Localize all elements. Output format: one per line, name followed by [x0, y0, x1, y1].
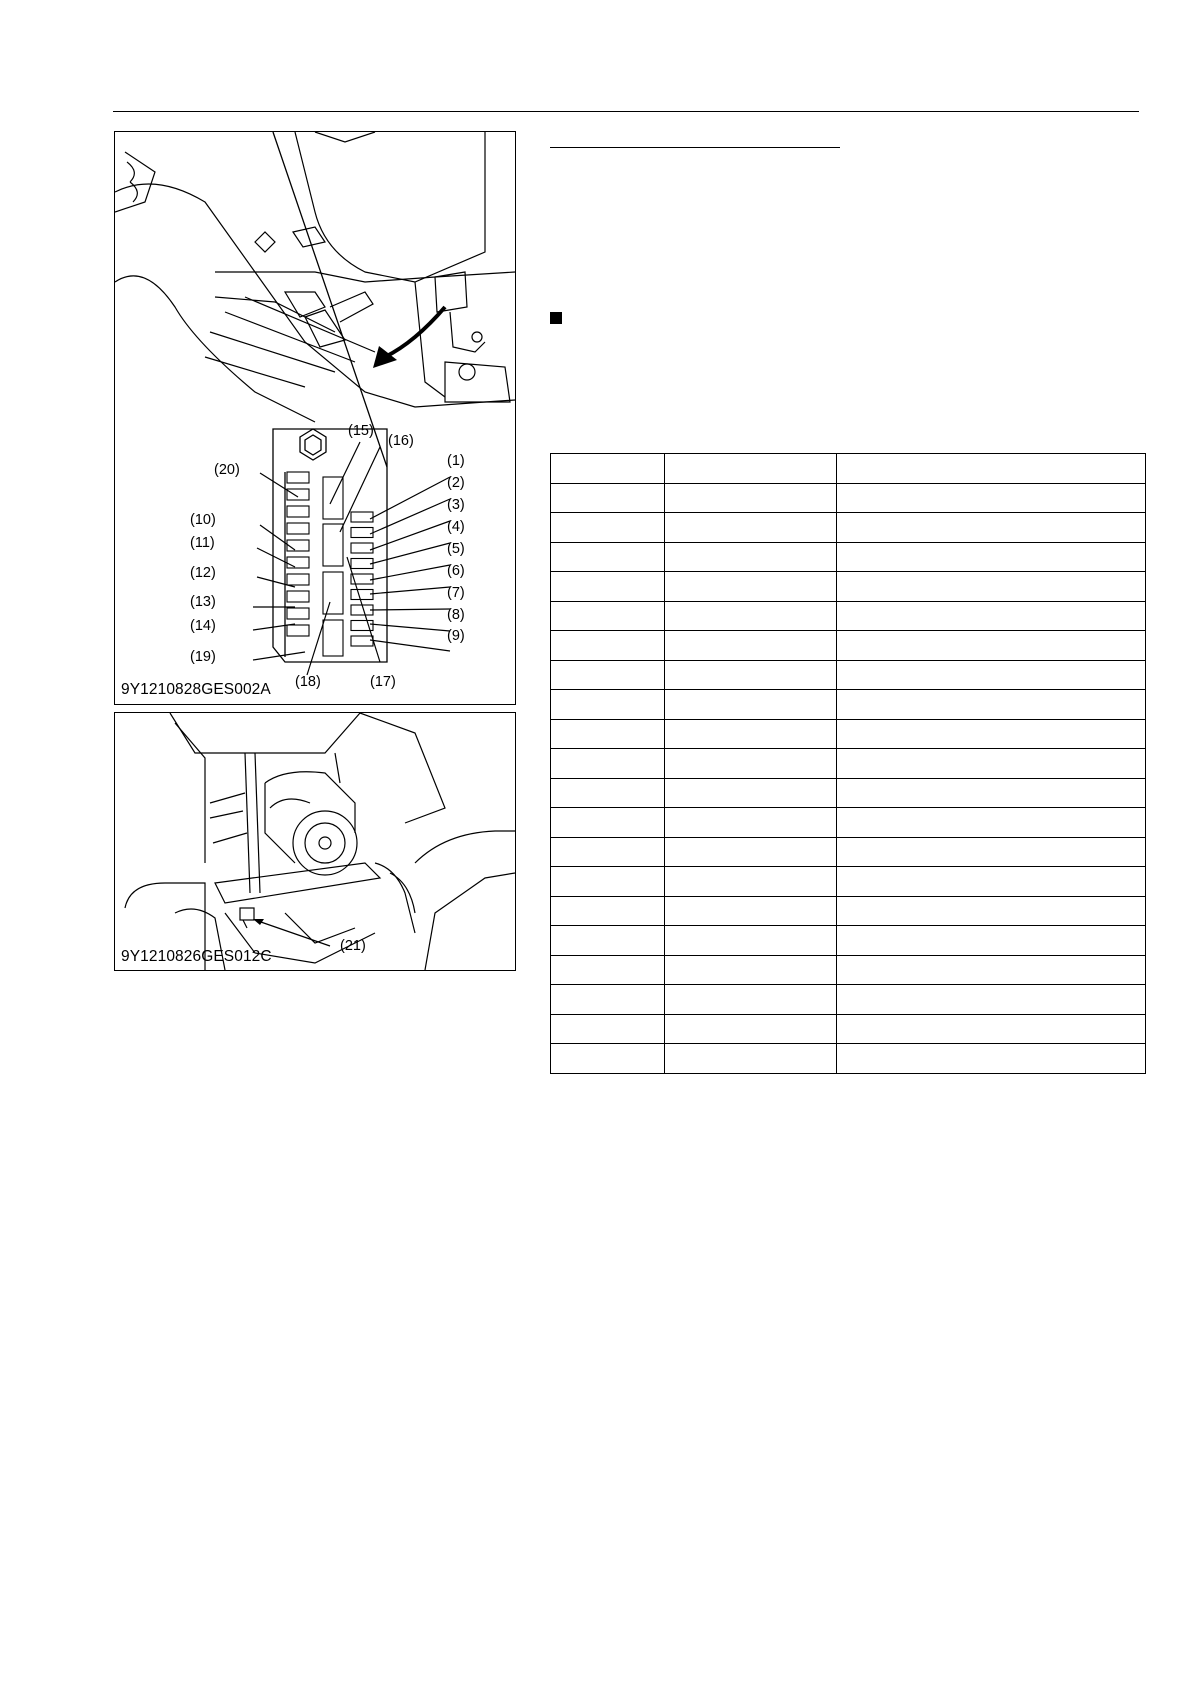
table-cell [551, 926, 665, 956]
callout-6: (6) [447, 563, 465, 579]
table-row [551, 837, 1146, 867]
table-cell [837, 601, 1146, 631]
table-row [551, 454, 1146, 484]
table-row [551, 808, 1146, 838]
table-cell [665, 719, 837, 749]
table-cell [665, 660, 837, 690]
table-row [551, 778, 1146, 808]
table-cell [665, 808, 837, 838]
callout-18: (18) [295, 674, 321, 690]
table-cell [551, 778, 665, 808]
fuse-spec-table [550, 453, 1146, 1074]
table-cell [665, 572, 837, 602]
section-title-underline [550, 147, 840, 148]
table-cell [837, 454, 1146, 484]
table-row [551, 631, 1146, 661]
table-row [551, 601, 1146, 631]
table-cell [551, 454, 665, 484]
fuse-slot [351, 559, 373, 569]
callout-8: (8) [447, 607, 465, 623]
table-cell [665, 896, 837, 926]
fuse-slot [351, 636, 373, 646]
table-cell [665, 955, 837, 985]
table-row [551, 926, 1146, 956]
table-cell [551, 867, 665, 897]
table-cell [837, 926, 1146, 956]
table-cell [551, 808, 665, 838]
callout-10: (10) [190, 512, 216, 528]
fuse-slot [351, 512, 373, 522]
table-row [551, 985, 1146, 1015]
callout-2: (2) [447, 475, 465, 491]
table-cell [837, 808, 1146, 838]
callout-17: (17) [370, 674, 396, 690]
table-row [551, 690, 1146, 720]
table-cell [551, 690, 665, 720]
table-cell [837, 778, 1146, 808]
table-row [551, 542, 1146, 572]
table-row [551, 1014, 1146, 1044]
callout-4: (4) [447, 519, 465, 535]
fuse-slot [287, 489, 309, 500]
fuse-slot [351, 543, 373, 553]
fuse-slot [287, 625, 309, 636]
engine-compartment-illustration [115, 713, 515, 970]
table-cell [551, 513, 665, 543]
table-cell [551, 572, 665, 602]
callout-11: (11) [190, 535, 215, 551]
table-cell [837, 837, 1146, 867]
table-cell [551, 1044, 665, 1074]
table-cell [837, 572, 1146, 602]
fuse-slot [323, 620, 343, 656]
table-cell [665, 749, 837, 779]
table-cell [837, 513, 1146, 543]
table-cell [665, 542, 837, 572]
table-cell [665, 454, 837, 484]
table-row [551, 896, 1146, 926]
fuse-slot [287, 557, 309, 568]
table-cell [837, 660, 1146, 690]
fuse-slot [323, 572, 343, 614]
callout-5: (5) [447, 541, 465, 557]
fuse-slot [351, 528, 373, 538]
table-cell [665, 690, 837, 720]
table-cell [551, 719, 665, 749]
callout-21: (21) [340, 938, 366, 954]
table-cell [837, 955, 1146, 985]
table-cell [551, 601, 665, 631]
table-cell [665, 985, 837, 1015]
table-cell [837, 1044, 1146, 1074]
fuse-slot [323, 524, 343, 566]
table-row [551, 749, 1146, 779]
table-cell [551, 896, 665, 926]
callout-16: (16) [388, 433, 414, 449]
callout-7: (7) [447, 585, 465, 601]
table-cell [551, 660, 665, 690]
table-row [551, 483, 1146, 513]
table-cell [837, 483, 1146, 513]
table-cell [551, 542, 665, 572]
table-cell [665, 778, 837, 808]
table-cell [551, 1014, 665, 1044]
figure-code: 9Y1210826GES012C [121, 948, 272, 965]
table-cell [665, 483, 837, 513]
table-cell [837, 749, 1146, 779]
table-row [551, 867, 1146, 897]
callout-12: (12) [190, 565, 216, 581]
table-cell [837, 985, 1146, 1015]
table-cell [665, 1044, 837, 1074]
table-cell [837, 690, 1146, 720]
fuse-box-figure [114, 131, 516, 705]
callout-15: (15) [348, 423, 374, 439]
table-cell [837, 1014, 1146, 1044]
table-row [551, 513, 1146, 543]
table-cell [551, 837, 665, 867]
table-row [551, 660, 1146, 690]
table-cell [837, 896, 1146, 926]
table-row [551, 955, 1146, 985]
callout-13: (13) [190, 594, 216, 610]
table-cell [837, 542, 1146, 572]
table-cell [665, 513, 837, 543]
figure-code: 9Y1210828GES002A [121, 681, 271, 698]
table-cell [665, 837, 837, 867]
fuse-slot [287, 608, 309, 619]
fuse-slot [287, 591, 309, 602]
table-cell [665, 867, 837, 897]
table-row [551, 1044, 1146, 1074]
table-cell [551, 483, 665, 513]
table-cell [551, 749, 665, 779]
table-cell [665, 926, 837, 956]
table-row [551, 719, 1146, 749]
callout-20: (20) [214, 462, 240, 478]
table-cell [837, 719, 1146, 749]
callout-14: (14) [190, 618, 216, 634]
table-cell [551, 631, 665, 661]
table-cell [665, 631, 837, 661]
table-cell [837, 631, 1146, 661]
fuse-slot [351, 590, 373, 600]
callout-19: (19) [190, 649, 216, 665]
engine-compartment-figure [114, 712, 516, 971]
table-row [551, 572, 1146, 602]
fuse-slot [287, 523, 309, 534]
callout-9: (9) [447, 628, 465, 644]
table-cell [665, 601, 837, 631]
fuse-slot [287, 574, 309, 585]
header-rule [113, 111, 1139, 112]
table-cell [551, 955, 665, 985]
callout-3: (3) [447, 497, 465, 513]
table-cell [665, 1014, 837, 1044]
callout-1: (1) [447, 453, 465, 469]
table-cell [837, 867, 1146, 897]
table-cell [551, 985, 665, 1015]
fuse-slot [287, 540, 309, 551]
fuse-slot [287, 506, 309, 517]
fuse-slot [287, 472, 309, 483]
square-bullet-icon [550, 312, 562, 324]
